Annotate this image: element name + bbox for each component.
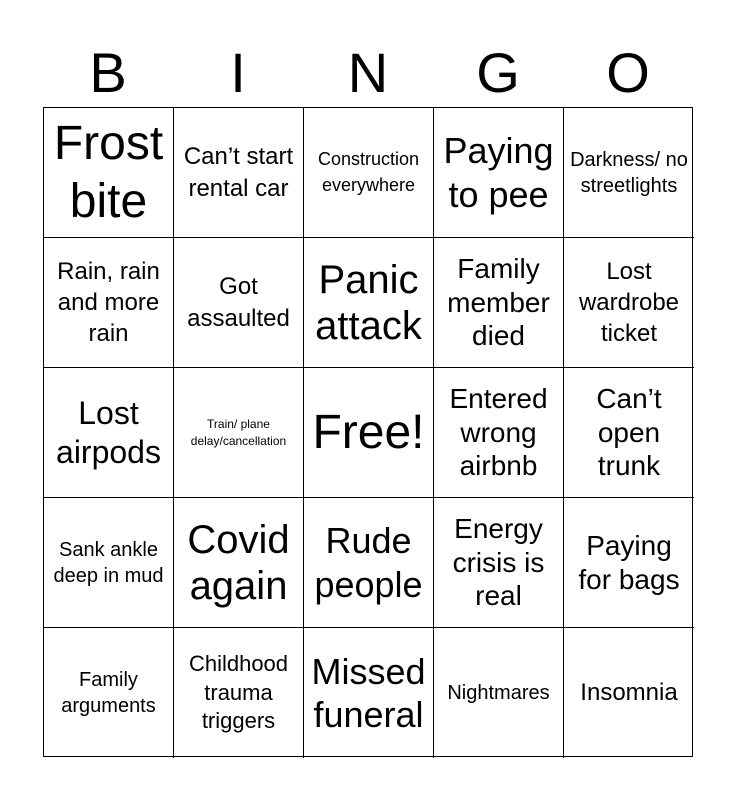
header-letter-o: O: [606, 41, 650, 104]
cell-text: Lost airpods: [56, 395, 161, 470]
cell-text: Free!: [312, 405, 425, 459]
cell-text: Frost bite: [53, 116, 164, 228]
bingo-cell[interactable]: [44, 108, 174, 238]
bingo-cell[interactable]: [564, 498, 694, 628]
cell-text: Can’t start rental car: [183, 143, 294, 202]
cell-text: Construction everywhere: [317, 149, 420, 195]
bingo-cell[interactable]: [304, 498, 434, 628]
bingo-cell[interactable]: [434, 368, 564, 498]
bingo-cell[interactable]: [174, 628, 304, 758]
cell-text: Rain, rain and more rain: [57, 257, 160, 348]
bingo-cell[interactable]: [44, 368, 174, 498]
cell-text: Energy crisis is real: [452, 513, 545, 612]
bingo-cell[interactable]: [44, 238, 174, 368]
cell-text: Got assaulted: [187, 273, 290, 332]
bingo-cell[interactable]: [564, 238, 694, 368]
bingo-cell[interactable]: [564, 108, 694, 238]
cell-text: Sank ankle deep in mud: [53, 538, 164, 587]
cell-text: Paying to pee: [443, 130, 554, 215]
bingo-cell[interactable]: [304, 368, 434, 498]
cell-text: Family member died: [447, 253, 550, 352]
cell-text: Childhood trauma triggers: [188, 651, 289, 734]
bingo-cell[interactable]: [304, 628, 434, 758]
bingo-cell[interactable]: [304, 238, 434, 368]
header-letter-g: G: [476, 41, 520, 104]
header-letter-i: I: [230, 41, 246, 104]
cell-text: Insomnia: [580, 679, 678, 707]
bingo-cell[interactable]: [174, 368, 304, 498]
bingo-cell[interactable]: [44, 628, 174, 758]
bingo-cell[interactable]: [174, 108, 304, 238]
cell-text: Lost wardrobe ticket: [578, 257, 680, 348]
header-letter-b: B: [89, 41, 127, 104]
cell-text: Can’t open trunk: [596, 383, 662, 482]
cell-text: Covid again: [187, 517, 290, 608]
cell-text: Entered wrong airbnb: [449, 383, 548, 482]
cell-text: Darkness/ no streetlights: [570, 148, 688, 197]
bingo-cell[interactable]: [434, 238, 564, 368]
bingo-board: [43, 107, 693, 757]
cell-text: Rude people: [314, 520, 423, 605]
bingo-cell[interactable]: [174, 238, 304, 368]
cell-text: Nightmares: [447, 682, 550, 704]
cell-text: Missed funeral: [311, 650, 426, 735]
bingo-cell[interactable]: [304, 108, 434, 238]
bingo-cell[interactable]: [564, 628, 694, 758]
cell-text: Family arguments: [61, 669, 156, 717]
cell-text: Panic attack: [315, 257, 422, 348]
bingo-cell[interactable]: [434, 498, 564, 628]
bingo-cell[interactable]: [174, 498, 304, 628]
bingo-cell[interactable]: [434, 628, 564, 758]
bingo-cell[interactable]: [564, 368, 694, 498]
header-letter-n: N: [347, 41, 389, 104]
bingo-header: [43, 40, 693, 106]
cell-text: Paying for bags: [578, 529, 680, 595]
cell-text: Train/ plane delay/cancellation: [190, 417, 287, 448]
bingo-cell[interactable]: [434, 108, 564, 238]
bingo-cell[interactable]: [44, 498, 174, 628]
